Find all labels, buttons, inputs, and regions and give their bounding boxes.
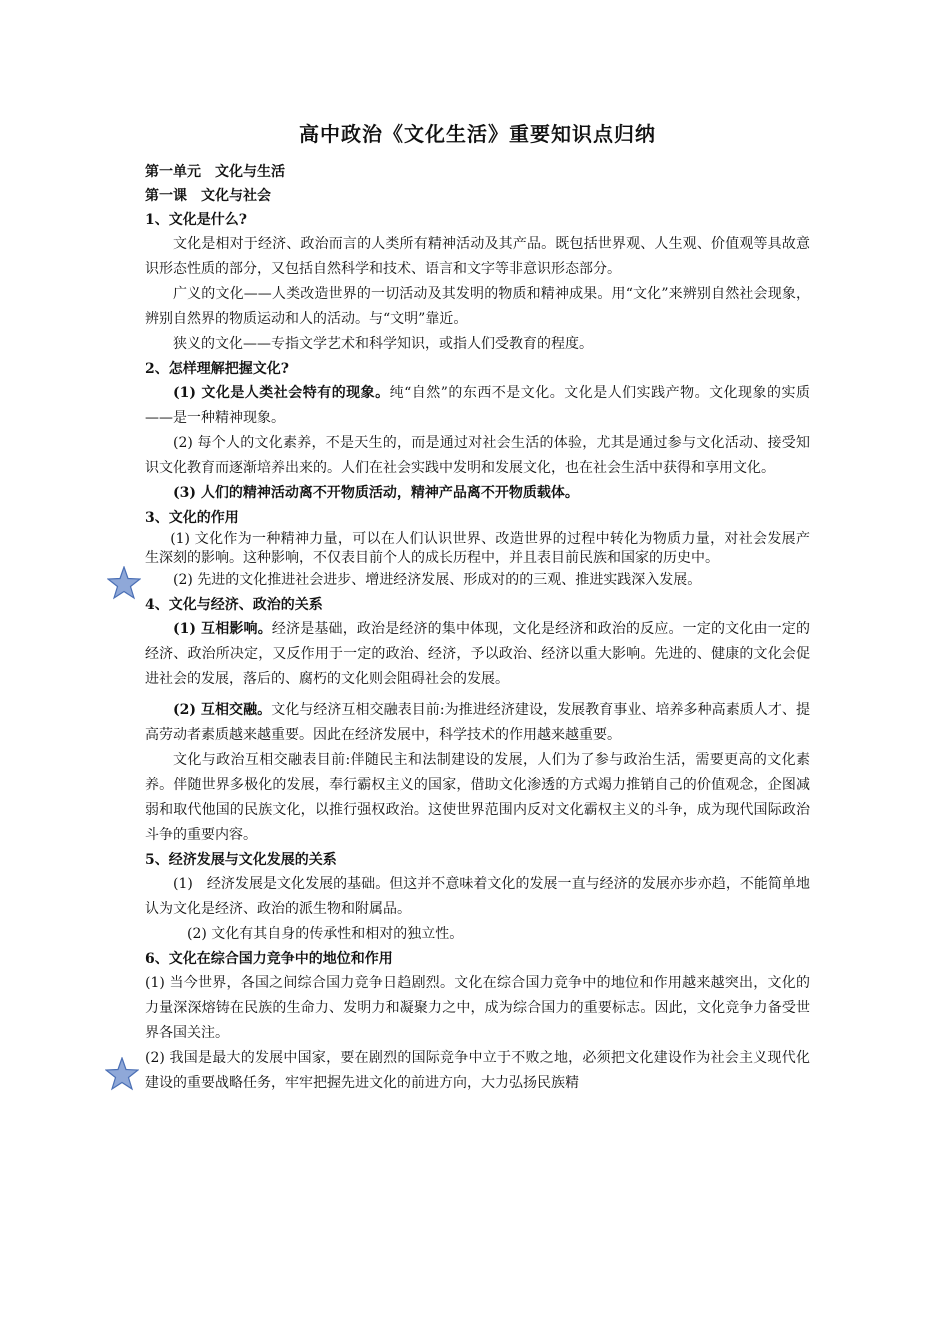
section-5-heading: 5、经济发展与文化发展的关系 <box>145 852 337 868</box>
section-4-heading: 4、文化与经济、政治的关系 <box>145 597 323 613</box>
section-2-paragraph <box>145 381 810 431</box>
section-2-paragraph: (2) 每个人的文化素养，不是天生的，而是通过对社会生活的体验，尤其是通过参与文化活动、接受知识文化教育而逐渐培养出来的。人们在社会实践中发明和发展文化，也在社会生活中获得和享用文化。 <box>145 435 810 476</box>
section-1-paragraph: 广义的文化——人类改造世界的一切活动及其发明的物质和精神成果。用“文化”来辨别自然社会现象，辨别自然界的物质运动和人的活动。与“文明”靠近。 <box>145 286 810 327</box>
section-5-paragraph: (1) 经济发展是文化发展的基础。但这并不意味着文化的发展一直与经济的发展亦步亦趋，不能简单地认为文化是经济、政治的派生物和附属品。 <box>145 876 810 917</box>
section-3-paragraph: (2) 先进的文化推进社会进步、增进经济发展、形成对的的三观、推进实践深入发展。 <box>173 572 702 588</box>
section-1-paragraph: 狭义的文化——专指文学艺术和科学知识，或指人们受教育的程度。 <box>173 336 593 352</box>
section-6-heading: 6、文化在综合国力竞争中的地位和作用 <box>145 951 393 967</box>
section-1-paragraph: 文化是相对于经济、政治而言的人类所有精神活动及其产品。既包括世界观、人生观、价值观等具故意识形态性质的部分，又包括自然科学和技术、语言和文字等非意识形态部分。 <box>145 236 810 277</box>
paragraph-text: 文化与经济互相交融表目前:为推进经济建设，发展教育事业、培养多种高素质人才、提高劳动者素质越来越重要。因此在经济发展中，科学技术的作用越来越重要。 <box>145 702 810 743</box>
section-2-paragraph <box>145 481 810 506</box>
section-2-heading: 2、怎样理解把握文化? <box>145 361 289 377</box>
emphasis-text: (1) 互相影响。 <box>173 621 272 637</box>
emphasis-text: (1) 文化是人类社会特有的现象。 <box>173 385 390 401</box>
star-icon <box>107 566 141 600</box>
paragraph-text: 经济是基础，政治是经济的集中体现，文化是经济和政治的反应。一定的文化由一定的经济、政治所决定，又反作用于一定的政治、经济，予以政治、经济以重大影响。先进的、健康的文化会促进社会的发展，落后的、腐朽的文化则会阻碍社会的发展。 <box>145 621 810 687</box>
section-1-heading: 1、文化是什么? <box>145 212 247 228</box>
section-4-paragraph <box>145 617 810 692</box>
paragraph-text: 纯“自然”的东西不是文化。文化是人们实践产物。文化现象的实质——是一种精神现象。 <box>145 385 810 426</box>
section-3-heading: 3、文化的作用 <box>145 510 239 526</box>
emphasis-text: (2) 互相交融。 <box>173 702 272 718</box>
section-4-paragraph: 文化与政治互相交融表目前:伴随民主和法制建设的发展，人们为了参与政治生活，需要更高的文化素养。伴随世界多极化的发展，奉行霸权主义的国家，借助文化渗透的方式竭力推销自己的价值观念，企图减弱和取代他国的民族文化，以推行强权政治。这使世界范围内反对文化霸权主义的斗争，成为现代国际政治斗争的重要内容。 <box>145 752 810 843</box>
document-page <box>145 120 810 1096</box>
section-5-paragraph: (2) 文化有其自身的传承性和相对的独立性。 <box>187 926 464 942</box>
star-icon <box>105 1057 139 1091</box>
lesson-heading: 第一课 文化与社会 <box>145 188 271 204</box>
section-3-paragraph: (1) 文化作为一种精神力量，可以在人们认识世界、改造世界的过程中转化为物质力量，对社会发展产生深刻的影响。这种影响，不仅表目前个人的成长历程中，并且表目前民族和国家的历史中。 <box>145 531 810 566</box>
emphasis-text: (3) 人们的精神活动离不开物质活动，精神产品离不开物质载体。 <box>173 485 579 501</box>
document-title: 高中政治《文化生活》重要知识点归纳 <box>299 122 656 146</box>
section-4-paragraph <box>145 698 810 748</box>
unit-heading: 第一单元 文化与生活 <box>145 164 285 180</box>
section-6-paragraph: (2) 我国是最大的发展中国家，要在剧烈的国际竞争中立于不败之地，必须把文化建设作为社会主义现代化建设的重要战略任务，牢牢把握先进文化的前进方向，大力弘扬民族精 <box>145 1050 810 1091</box>
section-6-paragraph: (1) 当今世界，各国之间综合国力竞争日趋剧烈。文化在综合国力竞争中的地位和作用越来越突出，文化的力量深深熔铸在民族的生命力、发明力和凝聚力之中，成为综合国力的重要标志。因此，文化竞争力备受世界各国关注。 <box>145 975 810 1041</box>
